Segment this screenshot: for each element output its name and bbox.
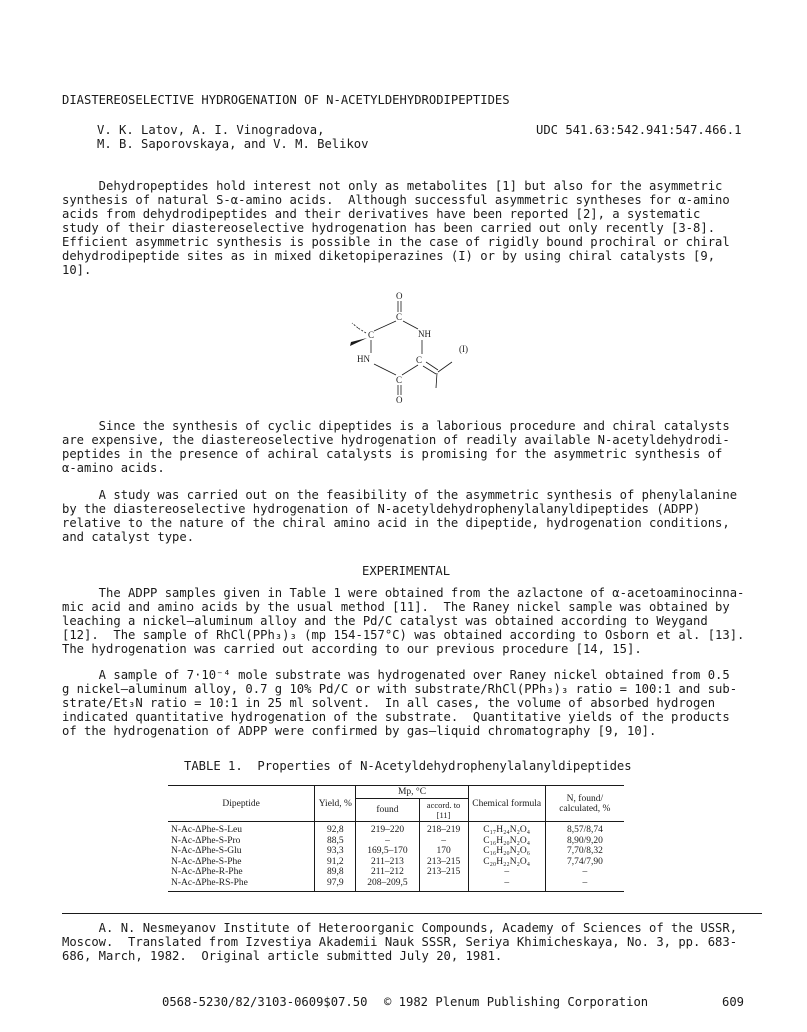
page-number: 609 bbox=[722, 995, 745, 1009]
table-cell: – bbox=[582, 867, 588, 877]
text-line: Dehydropeptides hold interest not only as metabolites [1] but also for the asymmetric bbox=[62, 179, 723, 193]
table-cell: C₁₆H₂₀N₂O₆ bbox=[483, 846, 531, 856]
text-line: are expensive, the diastereoselective hydrogenation of readily available N-acetyldehydrodi- bbox=[62, 433, 730, 447]
text-line: 686, March, 1982. Original article submitted July 20, 1981. bbox=[62, 949, 503, 963]
atom-label: O bbox=[396, 291, 403, 301]
table-cell: 211–212 bbox=[371, 867, 404, 877]
text-line: A. N. Nesmeyanov Institute of Heteroorganic Compounds, Academy of Sciences of the USSR, bbox=[62, 921, 738, 935]
paragraph-3 bbox=[62, 488, 762, 544]
atom-label: O bbox=[396, 395, 403, 405]
text-line: 10]. bbox=[62, 263, 92, 277]
table-cell: – bbox=[504, 867, 510, 877]
text-line: Since the synthesis of cyclic dipeptides is a laborious procedure and chiral catalysts bbox=[62, 419, 730, 433]
footnote-divider bbox=[62, 913, 762, 914]
column-header-accord: accord. to [11] bbox=[419, 799, 468, 822]
table-cell: 169,5–170 bbox=[367, 846, 408, 856]
table-cell: 211–213 bbox=[371, 856, 404, 867]
intro-paragraph bbox=[62, 179, 762, 277]
footer-copyright: © 1982 Plenum Publishing Corporation bbox=[384, 995, 649, 1009]
text-line: Moscow. Translated from Izvestiya Akademii Nauk SSSR, Seriya Khimicheskaya, No. 3, pp. 683- bbox=[62, 935, 738, 949]
table-cell: 8,90/9,20 bbox=[566, 835, 603, 846]
table-cell: C₁₇H₂₄N₂O₄ bbox=[483, 825, 531, 835]
table-cell: 170 bbox=[436, 846, 451, 856]
table-cell: N-Ac-ΔPhe-S-Phe bbox=[171, 856, 242, 867]
text-line: Efficient asymmetric synthesis is possible in the case of rigidly bound prochiral or chiral bbox=[62, 235, 730, 249]
atom-label: HN bbox=[357, 354, 370, 364]
table-cell: 8,57/8,74 bbox=[566, 825, 603, 835]
paragraph-4 bbox=[62, 586, 762, 656]
table-cell: 7,74/7,90 bbox=[566, 856, 603, 867]
compound-label: (I) bbox=[459, 344, 468, 354]
table-cell: 92,8 bbox=[327, 825, 344, 835]
dipeptide-column bbox=[168, 822, 315, 892]
table-cell: 91,2 bbox=[327, 856, 344, 867]
text-line: The ADPP samples given in Table 1 were obtained from the azlactone of α-acetoaminocinna- bbox=[62, 586, 745, 600]
atom-label: C bbox=[396, 375, 403, 385]
table-cell: 219–220 bbox=[370, 825, 405, 835]
text-line: acids from dehydrodipeptides and their derivatives have been reported [2], a systematic bbox=[62, 207, 701, 221]
text-line: indicated quantitative hydrogenation of the substrate. Quantitative yields of the products bbox=[62, 710, 730, 724]
text-line: peptides in the presence of achiral catalysts is promising for the asymmetric synthesis of bbox=[62, 447, 723, 461]
text-line: The hydrogenation was carried out according to our previous procedure [14, 15]. bbox=[62, 642, 642, 656]
table-cell: N-Ac-ΔPhe-R-Phe bbox=[171, 867, 243, 877]
formula-column bbox=[468, 822, 545, 892]
table-cell: – bbox=[582, 877, 588, 888]
table-cell: 88,5 bbox=[327, 835, 344, 846]
column-header-dipeptide: Dipeptide bbox=[168, 786, 315, 822]
text-line: study of their diastereoselective hydrogenation has been carried out only recently [3-8]. bbox=[62, 221, 716, 235]
table-cell: – bbox=[441, 835, 446, 846]
section-heading-experimental: EXPERIMENTAL bbox=[362, 564, 451, 578]
text-line: dehydrodipeptide sites as in mixed diketopiperazines (I) or by using chiral catalysts [9, bbox=[62, 249, 716, 263]
table-cell: N-Ac-ΔPhe-S-Glu bbox=[171, 846, 242, 856]
table-cell: 218–219 bbox=[426, 825, 461, 835]
atom-label: C bbox=[368, 330, 375, 340]
paragraph-5 bbox=[62, 668, 762, 738]
text-line: [12]. The sample of RhCl(PPh₃)₃ (mp 154-157°C) was obtained according to Osborn et al. [13]. bbox=[62, 628, 745, 642]
table-cell: 89,8 bbox=[327, 867, 344, 877]
text-line: mic acid and amino acids by the usual method [11]. The Raney nickel sample was obtained by bbox=[62, 600, 730, 614]
table-cell: 208–209,5 bbox=[367, 877, 408, 888]
atom-label: NH bbox=[418, 329, 431, 339]
yield-column bbox=[315, 822, 356, 892]
paper-title: DIASTEREOSELECTIVE HYDROGENATION OF N-ACETYLDEHYDRODIPEPTIDES bbox=[62, 93, 510, 107]
text-line: A sample of 7·10⁻⁴ mole substrate was hydrogenated over Raney nickel obtained from 0.5 bbox=[62, 668, 730, 682]
udc-code: UDC 541.63:542.941:547.466.1 bbox=[536, 123, 742, 137]
column-header-yield: Yield, % bbox=[315, 786, 356, 822]
table-cell: C₂₀H₂₂N₂O₄ bbox=[483, 856, 531, 867]
footnote bbox=[62, 921, 762, 963]
author-line-1: V. K. Latov, A. I. Vinogradova, bbox=[97, 123, 325, 137]
paragraph-2 bbox=[62, 419, 762, 475]
table-cell: 93,3 bbox=[327, 846, 344, 856]
properties-table bbox=[168, 785, 624, 892]
table-cell: 7,70/8,32 bbox=[566, 846, 603, 856]
atom-label: C bbox=[396, 312, 403, 322]
mp-found-column bbox=[356, 822, 419, 892]
table-cell: 97,9 bbox=[327, 877, 344, 888]
atom-label: C bbox=[416, 355, 423, 365]
mp-accord-column bbox=[419, 822, 468, 892]
text-line: by the diastereoselective hydrogenation of N-acetyldehydrophenylalanyldipeptides (ADPP) bbox=[62, 502, 701, 516]
text-line: A study was carried out on the feasibility of the asymmetric synthesis of phenylalanine bbox=[62, 488, 738, 502]
text-line: of the hydrogenation of ADPP were confirmed by gas—liquid chromatography [9, 10]. bbox=[62, 724, 657, 738]
table-cell: – bbox=[504, 877, 510, 888]
text-line: synthesis of natural S-α-amino acids. Although successful asymmetric syntheses for α-amino bbox=[62, 193, 730, 207]
table-cell: 213–215 bbox=[426, 867, 461, 877]
column-header-found: found bbox=[356, 799, 419, 822]
table-cell: – bbox=[385, 835, 390, 846]
table-cell: 213–215 bbox=[426, 856, 461, 867]
nitrogen-column bbox=[545, 822, 624, 892]
table-cell: N-Ac-ΔPhe-S-Leu bbox=[171, 825, 243, 835]
text-line: leaching a nickel—aluminum alloy and the Pd/C catalyst was obtained according to Weygand bbox=[62, 614, 708, 628]
table-cell: C₁₆H₂₀N₂O₄ bbox=[483, 835, 531, 846]
text-line: g nickel—aluminum alloy, 0.7 g 10% Pd/C or with substrate/RhCl(PPh₃)₃ ratio = 100:1 and sub- bbox=[62, 682, 738, 696]
column-header-mp: Mp, °C bbox=[356, 786, 468, 799]
table-caption: TABLE 1. Properties of N-Acetyldehydrophenylalanyldipeptides bbox=[184, 759, 632, 773]
diketopiperazine-structure bbox=[330, 290, 500, 405]
table-cell: N-Ac-ΔPhe-S-Pro bbox=[171, 835, 241, 846]
text-line: strate/Et₃N ratio = 10:1 in 25 ml solvent. In all cases, the volume of absorbed hydrogen bbox=[62, 696, 716, 710]
text-line: relative to the nature of the chiral amino acid in the dipeptide, hydrogenation conditions, bbox=[62, 516, 730, 530]
table-cell: N-Ac-ΔPhe-RS-Phe bbox=[171, 877, 248, 888]
text-line: and catalyst type. bbox=[62, 530, 195, 544]
text-line: α-amino acids. bbox=[62, 461, 165, 475]
column-header-formula: Chemical formula bbox=[468, 786, 545, 822]
column-header-nitrogen: N, found/ calculated, % bbox=[545, 786, 624, 822]
author-line-2: M. B. Saporovskaya, and V. M. Belikov bbox=[97, 137, 369, 151]
footer-code: 0568-5230/82/3103-0609$07.50 bbox=[162, 995, 368, 1009]
